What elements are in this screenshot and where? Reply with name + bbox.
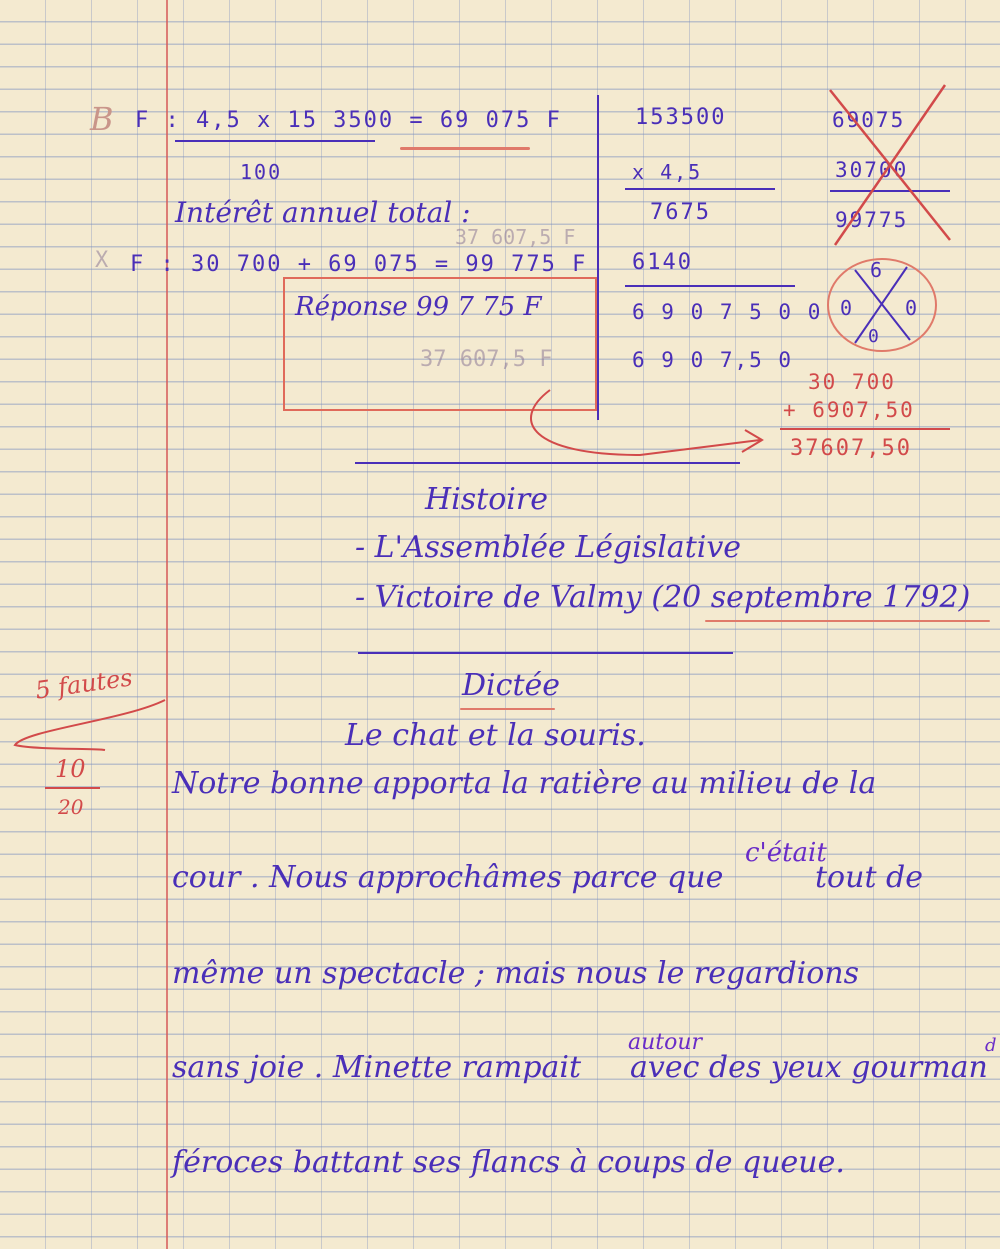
history-title: Histoire	[425, 482, 548, 517]
mult-partial-1: 7675	[650, 200, 711, 225]
check-top: 6	[870, 258, 885, 282]
dictation-line-1: Notre bonne apporta la ratière au milieu de la	[172, 766, 877, 801]
check-right: 0	[905, 296, 920, 320]
result-underline	[400, 147, 530, 150]
check-bottom: 0	[868, 326, 881, 347]
mult-result: 6 9 0 7,5 0	[632, 348, 794, 372]
dictation-line-4a: sans joie . Minette rampait	[172, 1050, 582, 1085]
section-separator-1	[355, 462, 740, 464]
dictation-line-2a: cour . Nous approchâmes parce que	[172, 860, 724, 895]
sum-addend-2: + 6907,50	[783, 398, 915, 422]
dictation-line-2b: tout de	[815, 860, 923, 895]
pencil-note-box: 37 607,5 F	[420, 347, 553, 372]
calc-divisor: 100	[240, 160, 283, 184]
check-left: 0	[840, 296, 855, 320]
sum-bar	[780, 428, 950, 430]
history-item-2: - Victoire de Valmy (20 septembre 1792)	[355, 580, 971, 615]
correction-cetait: c'était	[745, 838, 827, 868]
fraction-bar	[175, 140, 375, 142]
mult-partial-2: 6140	[632, 250, 693, 275]
fault-count: 5 fautes	[33, 663, 135, 705]
sum-total: 37607,50	[790, 436, 912, 461]
grade-numerator: 10	[55, 755, 86, 783]
crossed-value-3: 99775	[835, 208, 909, 232]
mult-bar-2	[625, 285, 795, 287]
calc-line-2: F : 30 700 + 69 075 = 99 775 F	[130, 252, 588, 277]
sum-addend-1: 30 700	[808, 370, 896, 394]
margin-swoosh	[5, 690, 175, 760]
mult-multiplier: x 4,5	[632, 160, 703, 184]
grade-denominator: 20	[58, 795, 84, 819]
correction-arrow	[510, 380, 780, 470]
mult-operand: 153500	[635, 105, 727, 130]
pencil-note-top: 37 607,5 F	[455, 225, 576, 249]
cross-out-mark	[820, 80, 960, 250]
mult-bar-1	[625, 188, 775, 190]
correction-d: d	[985, 1035, 997, 1056]
history-item-1: - L'Assemblée Législative	[355, 530, 742, 565]
dictation-title: Le chat et la souris.	[345, 718, 646, 753]
mult-product: 6 9 0 7 5 0 0	[632, 300, 823, 324]
section-separator-2	[358, 652, 733, 654]
dictation-line-5: féroces battant ses flancs à coups de queue.	[172, 1145, 845, 1180]
date-underline	[705, 620, 990, 622]
notebook-margin-line	[166, 0, 168, 1249]
dictation-line-4b: avec des yeux gourman	[630, 1050, 988, 1085]
calc-line-1: F : 4,5 x 15 3500 = 69 075 F	[135, 108, 562, 133]
crossed-value-2: 30700	[835, 158, 909, 182]
pencil-x-mark: X	[95, 248, 109, 273]
exercise-letter: B	[90, 100, 114, 138]
dictation-line-3: même un spectacle ; mais nous le regardions	[172, 956, 860, 991]
annual-interest-label: Intérêt annuel total :	[175, 196, 471, 229]
crossed-value-1: 69075	[832, 108, 906, 132]
grade-bar	[45, 787, 100, 789]
dictation-label: Dictée	[462, 668, 561, 703]
column-divider	[597, 95, 599, 420]
correction-autour: autour	[628, 1030, 703, 1055]
answer-text: Réponse 99 7 75 F	[295, 292, 542, 322]
dictation-underline	[460, 708, 555, 710]
